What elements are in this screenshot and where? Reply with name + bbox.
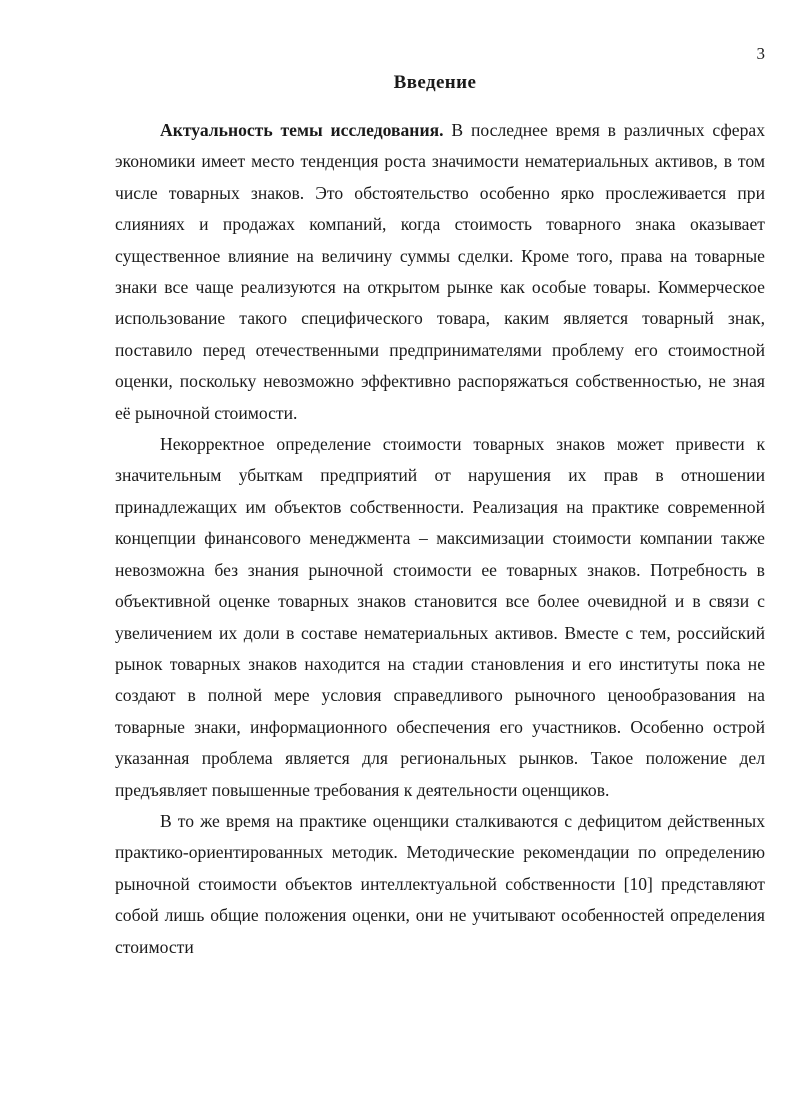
paragraph-valuation-problem: Некорректное определение стоимости товарных знаков может привести к значительным убыткам предприятий от нарушения их прав в отношении принадлежащих им объектов собственности. Реализация на практике современной концепции финансового менеджмента – максимизации стоимости компании также невозможна без знания рыночной стоимости ее товарных знаков. Потребность в объективной оценке товарных знаков становится все более очевидной и в связи с увеличением их доли в составе нематериальных активов. Вместе с тем, российский рынок товарных знаков находится на стадии становления и его институты пока не создают в полной мере условия справедливого рыночного ценообразования на товарные знаки, информационного обеспечения его участников. Особенно острой указанная проблема является для региональных рынков. Такое положение дел предъявляет повышенные требования к деятельности оценщиков. [115,434,765,800]
paragraph-text: В последнее время в различных сферах экономики имеет место тенденция роста значимости нематериальных активов, в том числе товарных знаков. Это обстоятельство особенно ярко прослеживается при слияниях и продажах компаний, когда стоимость товарного знака оказывает существенное влияние на величину суммы сделки. Кроме того, права на товарные знаки все чаще реализуются на открытом рынке как особые товары. Коммерческое использование такого специфического товара, каким является товарный знак, поставило перед отечественными предпринимателями проблему его стоимостной оценки, поскольку невозможно эффективно распоряжаться собственностью, не зная её рыночной стоимости. [115,120,766,423]
paragraph-methods-deficit: В то же время на практике оценщики сталкиваются с дефицитом действенных практико-ориентированных методик. Методические рекомендации по определению рыночной стоимости объектов интеллектуальной собственности [10] представляют собой лишь общие положения оценки, они не учитывают особенностей определения стоимости [115,810,765,957]
page-number: 3 [756,44,765,63]
paragraph-relevance [115,115,765,429]
paragraph-lead-in: Актуальность темы исследования. [160,120,444,140]
body-text [115,115,765,963]
section-title: Введение [393,72,477,93]
